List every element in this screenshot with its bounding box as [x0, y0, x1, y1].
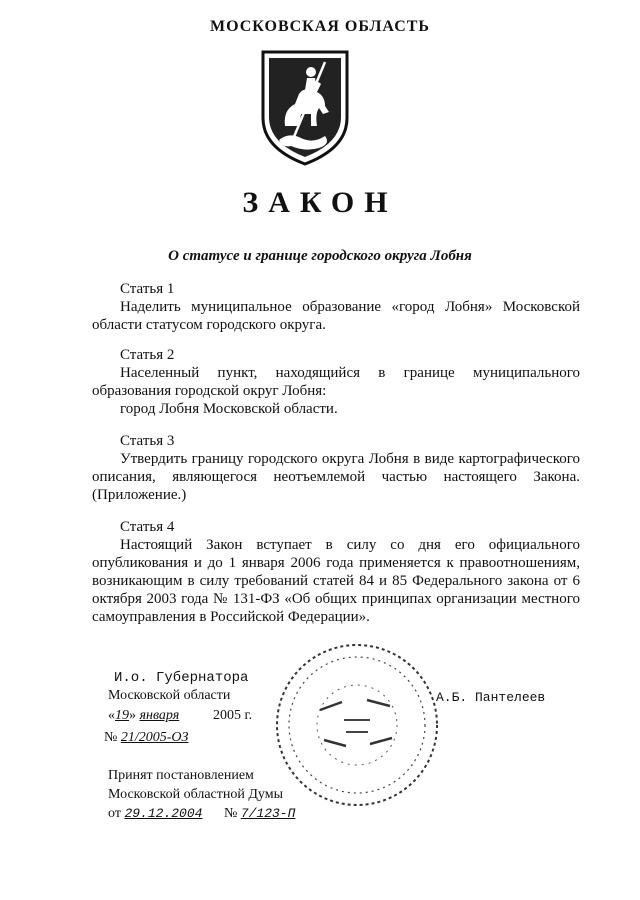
- signer-name: А.Б. Пантелеев: [436, 690, 546, 705]
- date-open-quote: «: [108, 708, 115, 723]
- date-day: 19: [115, 708, 129, 723]
- date-close-quote: »: [129, 708, 136, 723]
- article-2: [92, 346, 580, 418]
- adoption-date: 29.12.2004: [124, 806, 203, 821]
- law-subtitle: О статусе и границе городского округа Лобня: [168, 248, 472, 264]
- signer-position-line1: И.о. Губернатора: [114, 670, 249, 686]
- article-text: Населенный пункт, находящийся в границе муниципального образования городской округ Лобня:: [92, 365, 580, 399]
- number-prefix: №: [104, 730, 118, 745]
- article-3: [92, 432, 580, 504]
- coat-of-arms-icon: [255, 48, 355, 168]
- article-text: Наделить муниципальное образование «город Лобня» Московской области статусом городского округа.: [92, 299, 580, 333]
- signer-position-line2: Московской области: [108, 688, 231, 703]
- article-heading: Статья 1: [120, 281, 175, 297]
- law-title: ЗАКОН: [242, 186, 398, 219]
- adoption-line1: Принят постановлением: [108, 768, 254, 783]
- region-heading: МОСКОВСКАЯ ОБЛАСТЬ: [210, 18, 430, 35]
- official-stamp-icon: [272, 640, 442, 810]
- adoption-from-label: от: [108, 806, 121, 821]
- date-month: января: [139, 708, 180, 723]
- article-heading: Статья 3: [120, 433, 175, 449]
- article-extra: город Лобня Московской области.: [120, 401, 338, 417]
- article-4: [92, 518, 580, 626]
- adoption-line2: Московской областной Думы: [108, 787, 283, 802]
- signature-date: [108, 708, 252, 724]
- article-1: [92, 280, 580, 334]
- article-heading: Статья 2: [120, 347, 175, 363]
- article-text: Настоящий Закон вступает в силу со дня его официального опубликования и до 1 января 2006 года применяется к правоотношениям, возникающим в силу требований статей 84 и 85 Федерального закона от 6 октября 2003 года № 131-ФЗ «Об общих принципах организации местного самоуправления в Российской Федерации».: [92, 537, 580, 625]
- article-heading: Статья 4: [120, 519, 175, 535]
- law-number: [104, 730, 239, 746]
- date-year: 2005 г.: [213, 708, 253, 723]
- adoption-number-label: №: [223, 806, 238, 821]
- article-text: Утвердить границу городского округа Лобня в виде картографического описания, являющегося неотъемлемой частью настоящего Закона. (Приложение.): [92, 451, 580, 503]
- adoption-date-number: [108, 806, 295, 822]
- adoption-number: 7/123-П: [240, 806, 296, 821]
- law-number-value: 21/2005-ОЗ: [120, 730, 189, 745]
